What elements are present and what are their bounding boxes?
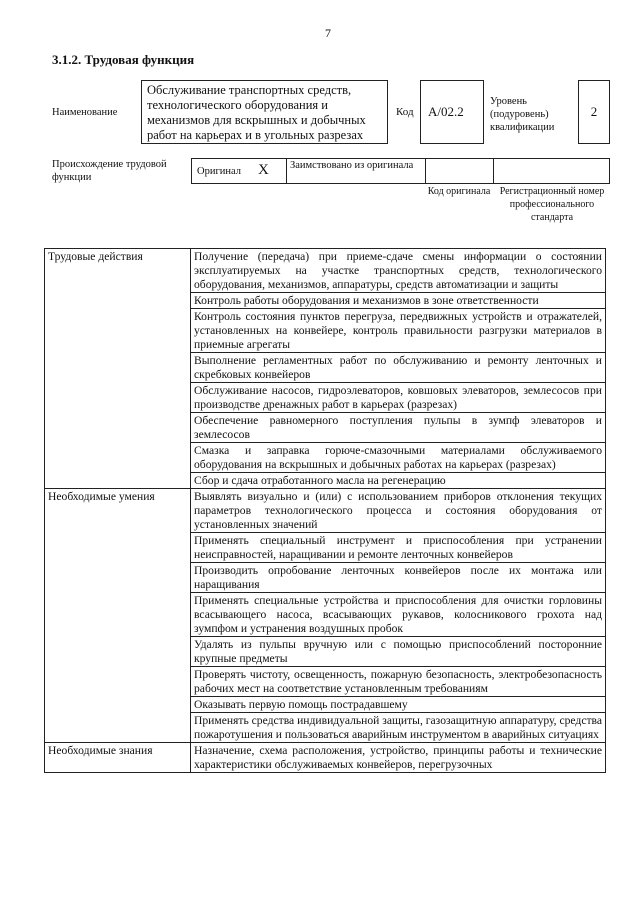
function-details-table <box>44 248 606 773</box>
item-text-cell: Смазка и заправка горюче-смазочными материалами обслуживаемого оборудования на вскрышных и добычных работах на карьерах (разрезах) <box>191 443 606 473</box>
code-label: Код <box>396 106 414 118</box>
item-text-cell: Применять специальный инструмент и приспособления при устранении неисправностей, наращивании и ремонте ленточных конвейеров <box>191 533 606 563</box>
original-mark: Х <box>258 162 269 178</box>
section-title-cell: Необходимые знания <box>45 743 191 773</box>
item-text-cell: Обслуживание насосов, гидроэлеваторов, ковшовых элеваторов, землесосов при производстве дренажных работ в карьерах (разрезах) <box>191 383 606 413</box>
reg-number-cell <box>494 159 611 183</box>
function-name-box <box>141 80 388 144</box>
item-text-cell: Применять средства индивидуальной защиты, газозащитную аппаратуру, средства пожаротушения и пользоваться аварийным инструментом в аварийных ситуациях <box>191 713 606 743</box>
table-row <box>45 743 606 773</box>
item-text-cell: Производить опробование ленточных конвейеров после их монтажа или наращивания <box>191 563 606 593</box>
origin-row <box>191 158 610 184</box>
origin-label: Происхождение трудовой функции <box>52 159 167 183</box>
item-text-cell: Получение (передача) при приеме-сдаче смены информации о состоянии эксплуатируемых на участке транспортных средств, технологического оборудования, механизмов, аппаратуры, средств автоматизации и защиты <box>191 249 606 293</box>
level-box <box>578 80 610 144</box>
borrowed-label: Заимствовано из оригинала <box>290 160 414 171</box>
table-row <box>45 489 606 533</box>
item-text-cell: Выявлять визуально и (или) с использованием приборов отклонения текущих параметров технологического процесса и состояния оборудования от установленных значений <box>191 489 606 533</box>
item-text-cell: Назначение, схема расположения, устройство, принципы работы и технические характеристики обслуживаемых конвейеров, перегрузочных <box>191 743 606 773</box>
code-box <box>420 80 484 144</box>
reg-number-caption: Регистрационный номер профессионального стандарта <box>499 186 605 223</box>
section-title-cell: Трудовые действия <box>45 249 191 489</box>
item-text-cell: Оказывать первую помощь пострадавшему <box>191 697 606 713</box>
section-title-cell: Необходимые умения <box>45 489 191 743</box>
item-text-cell: Проверять чистоту, освещенность, пожарную безопасность, электробезопасность рабочих мест на соответствие установленным требованиям <box>191 667 606 697</box>
original-code-caption: Код оригинала <box>427 186 491 197</box>
level-value: 2 <box>590 104 598 119</box>
item-text-cell: Сбор и сдача отработанного масла на регенерацию <box>191 473 606 489</box>
borrowed-cell <box>287 159 426 183</box>
item-text-cell: Контроль состояния пунктов перегруза, передвижных устройств и отражателей, установленных на конвейере, контроль правильности разгрузки материалов в приемные агрегаты <box>191 309 606 353</box>
code-value: А/02.2 <box>428 104 464 119</box>
page-number: 7 <box>325 26 331 40</box>
item-text-cell: Контроль работы оборудования и механизмов в зоне ответственности <box>191 293 606 309</box>
item-text-cell: Обеспечение равномерного поступления пульпы в зумпф элеваторов и землесосов <box>191 413 606 443</box>
item-text-cell: Удалять из пульпы вручную или с помощью приспособлений посторонние крупные предметы <box>191 637 606 667</box>
item-text-cell: Применять специальные устройства и приспособления для очистки горловины всасывающего насоса, всасывающих рукавов, колосникового грохота над зумпфом и устранения воздушных пробок <box>191 593 606 637</box>
name-label: Наименование <box>52 107 118 118</box>
table-row <box>45 249 606 293</box>
original-label: Оригинал <box>197 166 241 177</box>
item-text-cell: Выполнение регламентных работ по обслуживанию и ремонту ленточных и скребковых конвейеров <box>191 353 606 383</box>
section-title: 3.1.2. Трудовая функция <box>52 52 195 67</box>
original-cell <box>192 159 287 183</box>
function-name-value: Обслуживание транспортных средств, технологического оборудования и механизмов для вскрышных и добычных работ на карьерах и в угольных разрезах <box>147 83 366 142</box>
level-label: Уровень (подуровень) квалификации <box>490 96 555 133</box>
original-code-cell <box>426 159 494 183</box>
